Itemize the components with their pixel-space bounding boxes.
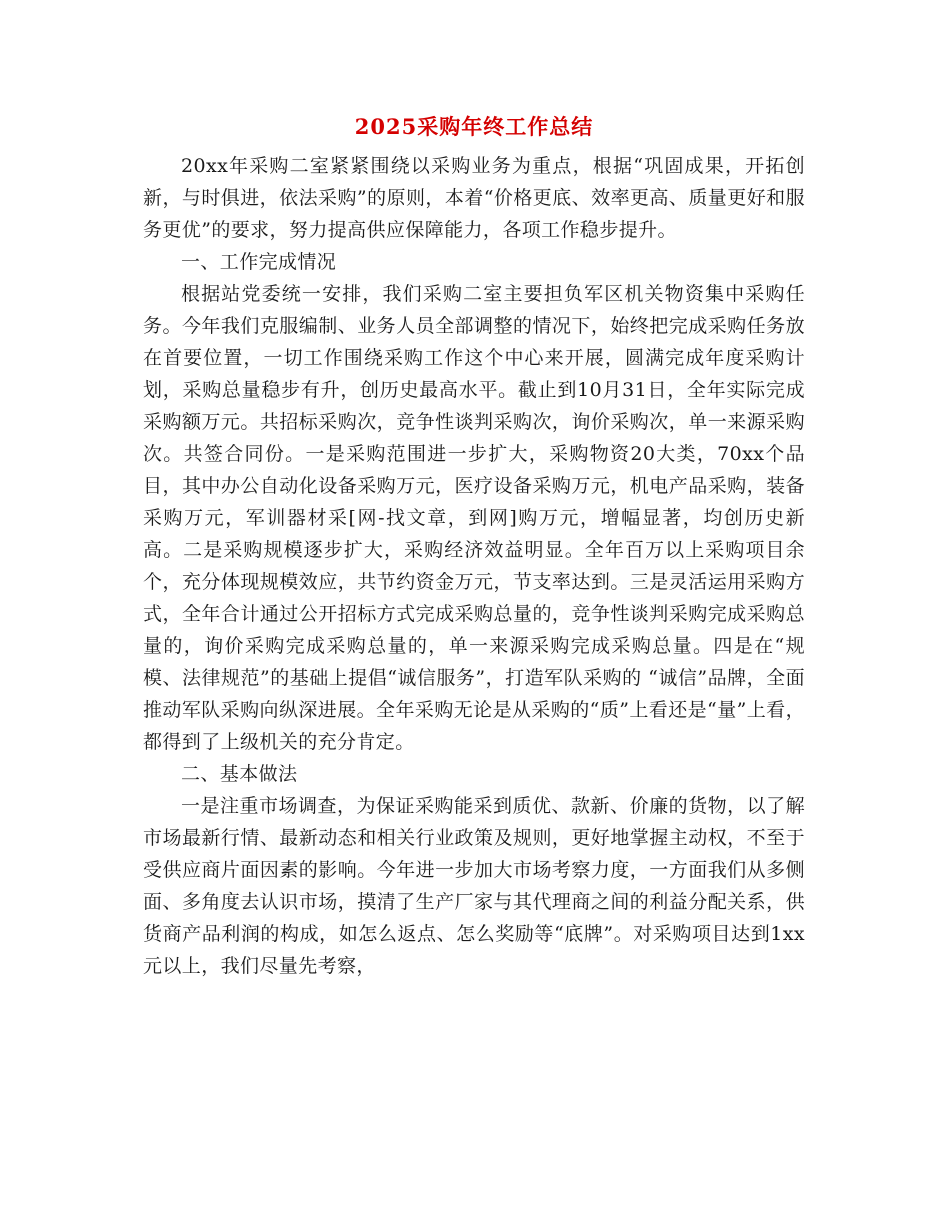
document-title: 2025采购年终工作总结 [354,114,594,139]
section-1-paragraph: 根据站党委统一安排，我们采购二室主要担负军区机关物资集中采购任务。今年我们克服编制、业务人员全部调整的情况下，始终把完成采购任务放在首要位置，一切工作围绕采购工作这个中心来开展，圆满完成年度采购计划，采购总量稳步有升，创历史最高水平。截止到10月31日，全年实际完成采购额万元。共招标采购次，竞争性谈判采购次，询价采购次，单一来源采购次。共签合同份。一是采购范围进一步扩大，采购物资20大类，70xx个品目，其中办公自动化设备采购万元，医疗设备采购万元，机电产品采购，装备采购万元，军训器材采[网-找文章，到网]购万元，增幅显著，均创历史新高。二是采购规模逐步扩大，采购经济效益明显。全年百万以上采购项目余个，充分体现规模效应，共节约资金万元，节支率达到。三是灵活运用采购方式，全年合计通过公开招标方式完成采购总量的，竞争性谈判采购完成采购总量的，询价采购完成采购总量的，单一来源采购完成采购总量。四是在“规模、法律规范”的基础上提倡“诚信服务”，打造军队采购的 “诚信”品牌，全面推动军队采购向纵深进展。全年采购无论是从采购的“质”上看还是“量”上看，都得到了上级机关的充分肯定。 [143,283,805,753]
section-1-heading: 一、工作完成情况 [181,251,337,273]
document-page [143,0,805,982]
section-2-heading: 二、基本做法 [181,763,298,785]
intro-paragraph: 20xx年采购二室紧紧围绕以采购业务为重点，根据“巩固成果，开拓创新，与时俱进，依法采购”的原则，本着“价格更底、效率更高、质量更好和服务更优”的要求，努力提高供应保障能力，各项工作稳步提升。 [143,155,805,241]
section-2-paragraph: 一是注重市场调查，为保证采购能采到质优、款新、价廉的货物，以了解市场最新行情、最新动态和相关行业政策及规则，更好地掌握主动权，不至于受供应商片面因素的影响。今年进一步加大市场考察力度，一方面我们从多侧面、多角度去认识市场，摸清了生产厂家与其代理商之间的利益分配关系，供货商产品利润的构成，如怎么返点、怎么奖励等“底牌”。对采购项目达到1xx元以上，我们尽量先考察， [143,795,805,977]
